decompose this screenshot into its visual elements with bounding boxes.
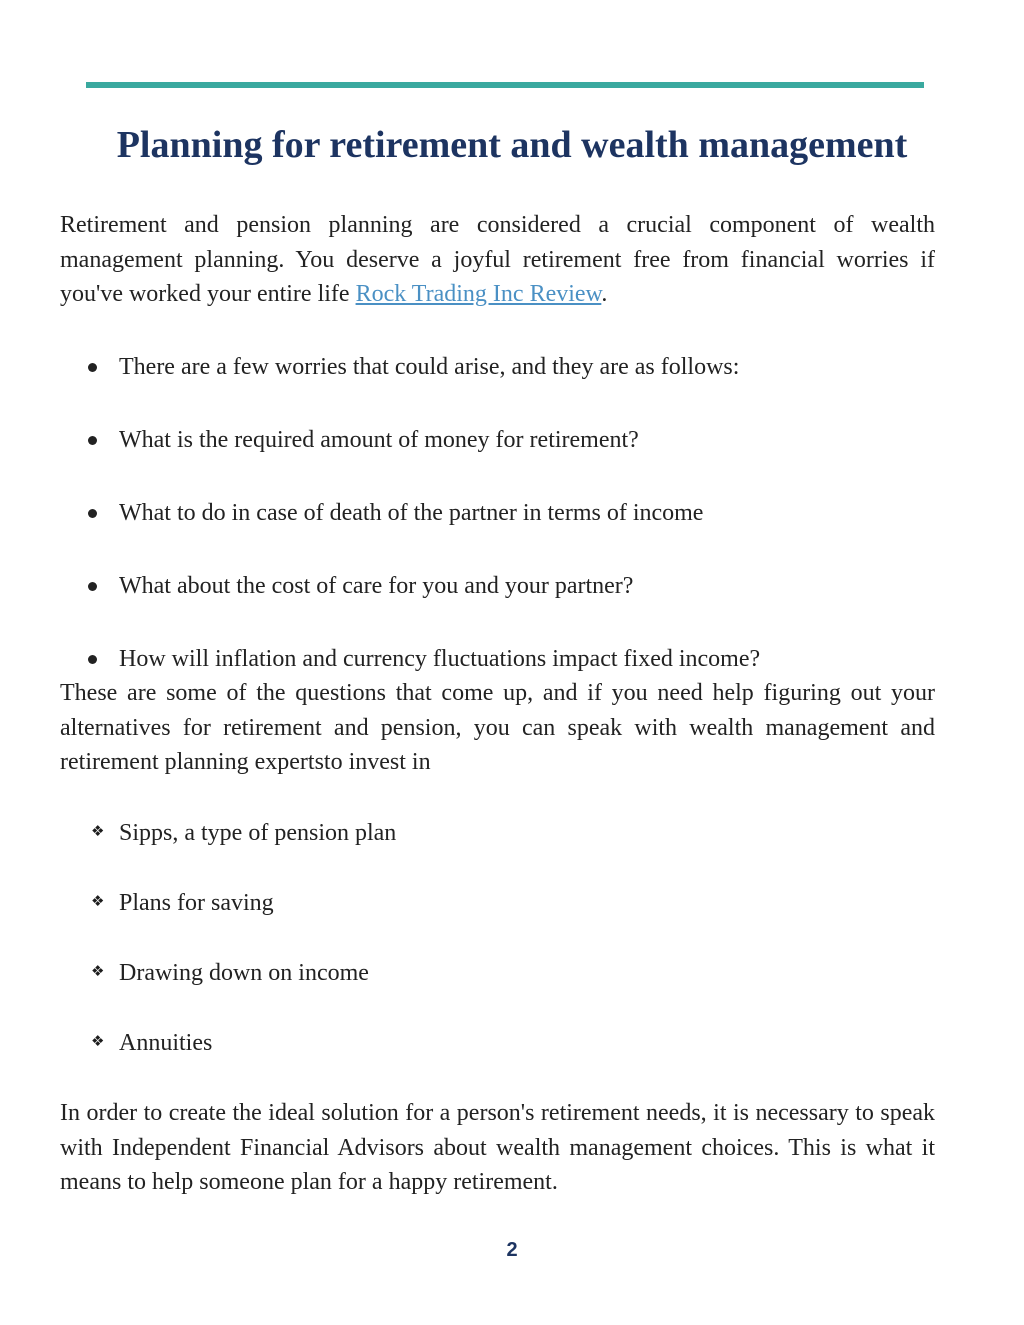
list-item-text: How will inflation and currency fluctuations impact fixed income? (119, 646, 761, 672)
list-item (88, 569, 928, 603)
list-item (88, 956, 928, 990)
bullet-dot-icon (88, 509, 97, 518)
bullet-dot-icon (88, 363, 97, 372)
list-item-text: What about the cost of care for you and your partner? (119, 573, 634, 599)
top-accent-rule (86, 82, 924, 88)
intro-trailing: . (601, 281, 608, 308)
bullet-dot-icon (88, 582, 97, 591)
page-number: 2 (506, 1239, 518, 1261)
list-item (88, 886, 928, 920)
list-item (88, 423, 928, 457)
middle-paragraph: These are some of the questions that come up, and if you need help figuring out your alternatives for retirement and pension, you can speak with wealth management and retirement planning expertsto invest in (60, 680, 935, 776)
bullet-dot-icon (88, 655, 97, 664)
diamond-bullet-icon: ❖ (91, 962, 105, 980)
closing-paragraph: In order to create the ideal solution for a person's retirement needs, it is necessary to speak with Independent Financial Advisors about wealth management choices. This is what it means to help someone plan for a happy retirement. (60, 1100, 935, 1196)
intro-paragraph (60, 208, 935, 312)
list-item (88, 816, 928, 850)
list-item-text: Drawing down on income (119, 960, 369, 986)
diamond-bullet-icon: ❖ (91, 1032, 105, 1050)
diamond-bullet-icon: ❖ (91, 892, 105, 910)
list-item (88, 1026, 928, 1060)
list-item-text: What is the required amount of money for retirement? (119, 427, 639, 453)
list-item-text: What to do in case of death of the partner in terms of income (119, 500, 704, 526)
list-item-text: There are a few worries that could arise, and they are as follows: (119, 354, 740, 380)
diamond-bullet-icon: ❖ (91, 822, 105, 840)
rock-trading-review-link[interactable]: Rock Trading Inc Review (355, 281, 602, 308)
list-item-text: Plans for saving (119, 890, 274, 916)
bullet-dot-icon (88, 436, 97, 445)
list-item (88, 350, 928, 384)
list-item-text: Annuities (119, 1030, 213, 1056)
list-item (88, 642, 928, 676)
list-item-text: Sipps, a type of pension plan (119, 820, 397, 846)
page-title: Planning for retirement and wealth management (116, 124, 908, 166)
intro-text: Retirement and pension planning are considered a crucial component of wealth management planning. You deserve a joyful retirement free from financial worries if you've worked your entire life (60, 212, 935, 308)
list-item (88, 496, 928, 530)
